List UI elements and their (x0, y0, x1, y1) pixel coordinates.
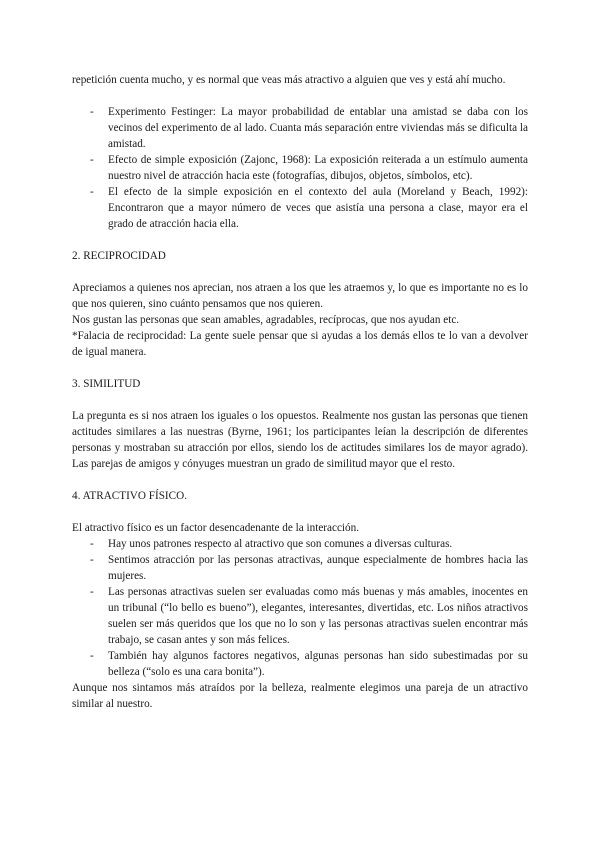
list-item: - También hay algunos factores negativos, algunas personas han sido subestimadas por su belleza (“solo es una cara bonita”). (90, 650, 528, 678)
bullet-dash: - (90, 650, 94, 662)
section-heading-reciprocidad: 2. RECIPROCIDAD (72, 250, 166, 262)
list-item: - Sentimos atracción por las personas atractivas, aunque especialmente de hombres hacia las mujeres. (90, 554, 528, 582)
document-content (72, 72, 528, 712)
paragraph: Apreciamos a quienes nos aprecian, nos atraen a los que les atraemos y, lo que es importante no es lo que nos quieren, sino cuánto pensamos que nos quieren. (72, 282, 528, 310)
list-item: - Experimento Festinger: La mayor probabilidad de entablar una amistad se daba con los vecinos del experimento de al lado. Cuanta más separación entre viviendas más se dificulta la amistad. (90, 106, 528, 150)
list-item: - Las personas atractivas suelen ser evaluadas como más buenas y más amables, inocentes en un tribunal (“lo bello es bueno”), elegantes, interesantes, divertidas, etc. Los niños atractivos suelen ser más queridos que los que no lo son y las personas atractivas suelen encontrar más trabajo, se casan antes y son más felices. (90, 586, 528, 646)
paragraph: Nos gustan las personas que sean amables, agradables, recíprocas, que nos ayudan etc. (72, 314, 460, 326)
bullet-dash: - (90, 538, 94, 550)
paragraph: El atractivo físico es un factor desencadenante de la interacción. (72, 522, 360, 534)
list-item: - Hay unos patrones respecto al atractivo que son comunes a diversas culturas. (90, 538, 453, 550)
bullet-dash: - (90, 106, 94, 118)
paragraph: La pregunta es si nos atraen los iguales o los opuestos. Realmente nos gustan las personas que tienen actitudes similares a las nuestras (Byrne, 1961; los participantes leían la descripción de diferentes personas y mostraban su atracción por ellos, siendo los de actitudes similares los de mayor agrado). Las parejas de amigos y cónyuges muestran un grado de similitud mayor que el resto. (72, 410, 528, 470)
intro-paragraph: repetición cuenta mucho, y es normal que veas más atractivo a alguien que ves y está ahí mucho. (72, 74, 506, 86)
bullet-dash: - (90, 154, 94, 166)
list-item: - Efecto de simple exposición (Zajonc, 1968): La exposición reiterada a un estímulo aumenta nuestro nivel de atracción hacia este (fotografías, dibujos, objetos, símbolos, etc). (90, 154, 528, 182)
bullet-dash: - (90, 586, 94, 598)
list-item: - El efecto de la simple exposición en el contexto del aula (Moreland y Beach, 1992): Encontraron que a mayor número de veces que asistía una persona a clase, mayor era el grado de atracción hacia ella. (90, 186, 528, 230)
section-heading-atractivo-fisico: 4. ATRACTIVO FÍSICO. (72, 490, 187, 502)
bullet-dash: - (90, 186, 94, 198)
attractiveness-list (72, 536, 528, 680)
exposure-list (72, 104, 528, 232)
section-heading-similitud: 3. SIMILITUD (72, 378, 141, 390)
bullet-dash: - (90, 554, 94, 566)
closing-paragraph: Aunque nos sintamos más atraídos por la belleza, realmente elegimos una pareja de un atractivo similar al nuestro. (72, 682, 528, 710)
paragraph: *Falacia de reciprocidad: La gente suele pensar que si ayudas a los demás ellos te lo van a devolver de igual manera. (72, 330, 528, 358)
